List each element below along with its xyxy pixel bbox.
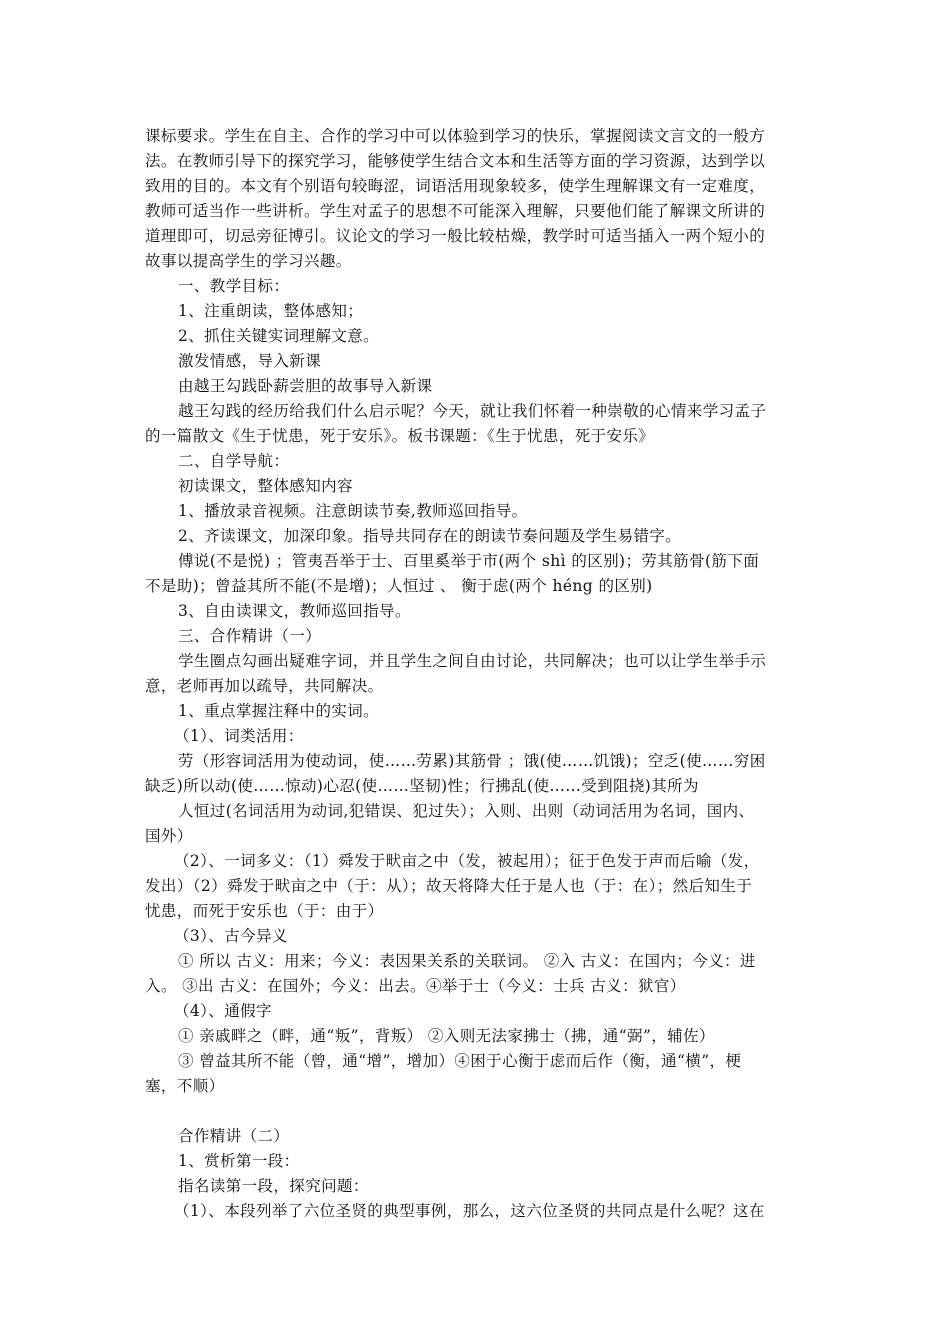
text-line: 塞，不顺） bbox=[145, 1077, 225, 1095]
text-line: 1、重点掌握注释中的实词。 bbox=[178, 702, 380, 720]
text-line: 劳（形容词活用为使动词，使……劳累)其筋骨 ；饿(使……饥饿)；空乏(使……穷困 bbox=[178, 752, 766, 770]
text-line: （2）、一词多义：（1）舜发于畎亩之中（发，被起用）；征于色发于声而后喻（发， bbox=[174, 852, 760, 870]
text-line: ① 亲戚畔之（畔，通“叛”，背叛） ②入则无法家拂士（拂，通“弼”，辅佐） bbox=[178, 1027, 715, 1045]
text-line: 指名读第一段，探究问题： bbox=[178, 1177, 369, 1195]
text-line: 不是助)；曾益其所不能(不是增)；人恒过 、 衡于虑(两个 héng 的区别) bbox=[145, 577, 653, 595]
text-line: 2、齐读课文，加深印象。指导共同存在的朗读节奏问题及学生易错字。 bbox=[178, 527, 682, 545]
text-line: 法。在教师引导下的探究学习，能够使学生结合文本和生活等方面的学习资源，达到学以 bbox=[145, 152, 766, 170]
text-line: 初读课文，整体感知内容 bbox=[178, 477, 353, 495]
text-line: 学生圈点勾画出疑难字词，并且学生之间自由讨论，共同解决；也可以让学生举手示 bbox=[178, 652, 767, 670]
text-line: 的一篇散文《生于忧患，死于安乐》。板书课题：《生于忧患，死于安乐》 bbox=[145, 427, 655, 445]
text-line: 发出）（2）舜发于畎亩之中（于：从）；故天将降大任于是人也（于：在）；然后知生于 bbox=[145, 877, 753, 895]
text-line: ③ 曾益其所不能（曾，通“增”，增加）④困于心衡于虑而后作（衡，通“横”，梗 bbox=[178, 1052, 742, 1070]
text-line: 越王勾践的经历给我们什么启示呢？今天，就让我们怀着一种崇敬的心情来学习孟子 bbox=[178, 402, 767, 420]
text-line: 忧患，而死于安乐也（于：由于） bbox=[145, 902, 384, 920]
text-line: 2、抓住关键实词理解文意。 bbox=[178, 327, 380, 345]
text-line: 1、播放录音视频。注意朗读节奏,教师巡回指导。 bbox=[178, 502, 528, 520]
text-line: 国外） bbox=[145, 827, 193, 845]
text-line: 激发情感，导入新课 bbox=[178, 352, 322, 370]
text-line: 由越王勾践卧薪尝胆的故事导入新课 bbox=[178, 377, 433, 395]
text-line: 道理即可，切忌旁征博引。议论文的学习一般比较枯燥，教学时可适当插入一两个短小的 bbox=[145, 227, 766, 245]
text-line: 缺乏)所以动(使……惊动)心忍(使……坚韧)性；行拂乱(使……受到阻挠)其所为 bbox=[145, 777, 699, 795]
text-line: （4）、通假字 bbox=[174, 1002, 272, 1020]
text-line: 入。 ③出 古义：在国外；今义：出去。④举于士（今义：士兵 古义：狱官） bbox=[145, 977, 686, 995]
text-line: （1）、本段列举了六位圣贤的典型事例，那么，这六位圣贤的共同点是什么呢？这在 bbox=[174, 1202, 765, 1220]
section-heading: 一、教学目标： bbox=[178, 277, 290, 295]
section-heading: 二、自学导航： bbox=[178, 452, 290, 470]
text-line: （1）、词类活用： bbox=[174, 727, 304, 745]
text-line: （3）、古今异义 bbox=[174, 927, 288, 945]
text-line: 教师可适当作一些讲析。学生对孟子的思想不可能深入理解，只要他们能了解课文所讲的 bbox=[145, 202, 766, 220]
text-line: 1、赏析第一段： bbox=[178, 1152, 300, 1170]
text-line: 致用的目的。本文有个别语句较晦涩，词语活用现象较多，使学生理解课文有一定难度， bbox=[145, 177, 766, 195]
text-line: 人恒过(名词活用为动词,犯错误、犯过失）；入则、出则（动词活用为名词，国内、 bbox=[178, 802, 755, 820]
text-line: ① 所以 古义：用来；今义：表因果关系的关联词。 ②入 古义：在国内；今义：进 bbox=[178, 952, 756, 970]
text-line: 1、注重朗读，整体感知； bbox=[178, 302, 364, 320]
text-line: 3、自由读课文，教师巡回指导。 bbox=[178, 602, 411, 620]
text-line: 课标要求。学生在自主、合作的学习中可以体验到学习的快乐，掌握阅读文言文的一般方 bbox=[145, 127, 766, 145]
section-heading: 合作精讲（二） bbox=[178, 1127, 290, 1145]
section-heading: 三、合作精讲（一） bbox=[178, 627, 322, 645]
text-line: 傅说(不是悦) ；管夷吾举于士、百里奚举于市(两个 shì 的区别)；劳其筋骨(筋下面 bbox=[178, 552, 760, 570]
text-line: 意，老师再加以疏导，共同解决。 bbox=[145, 677, 384, 695]
text-line: 故事以提高学生的学习兴趣。 bbox=[145, 252, 352, 270]
